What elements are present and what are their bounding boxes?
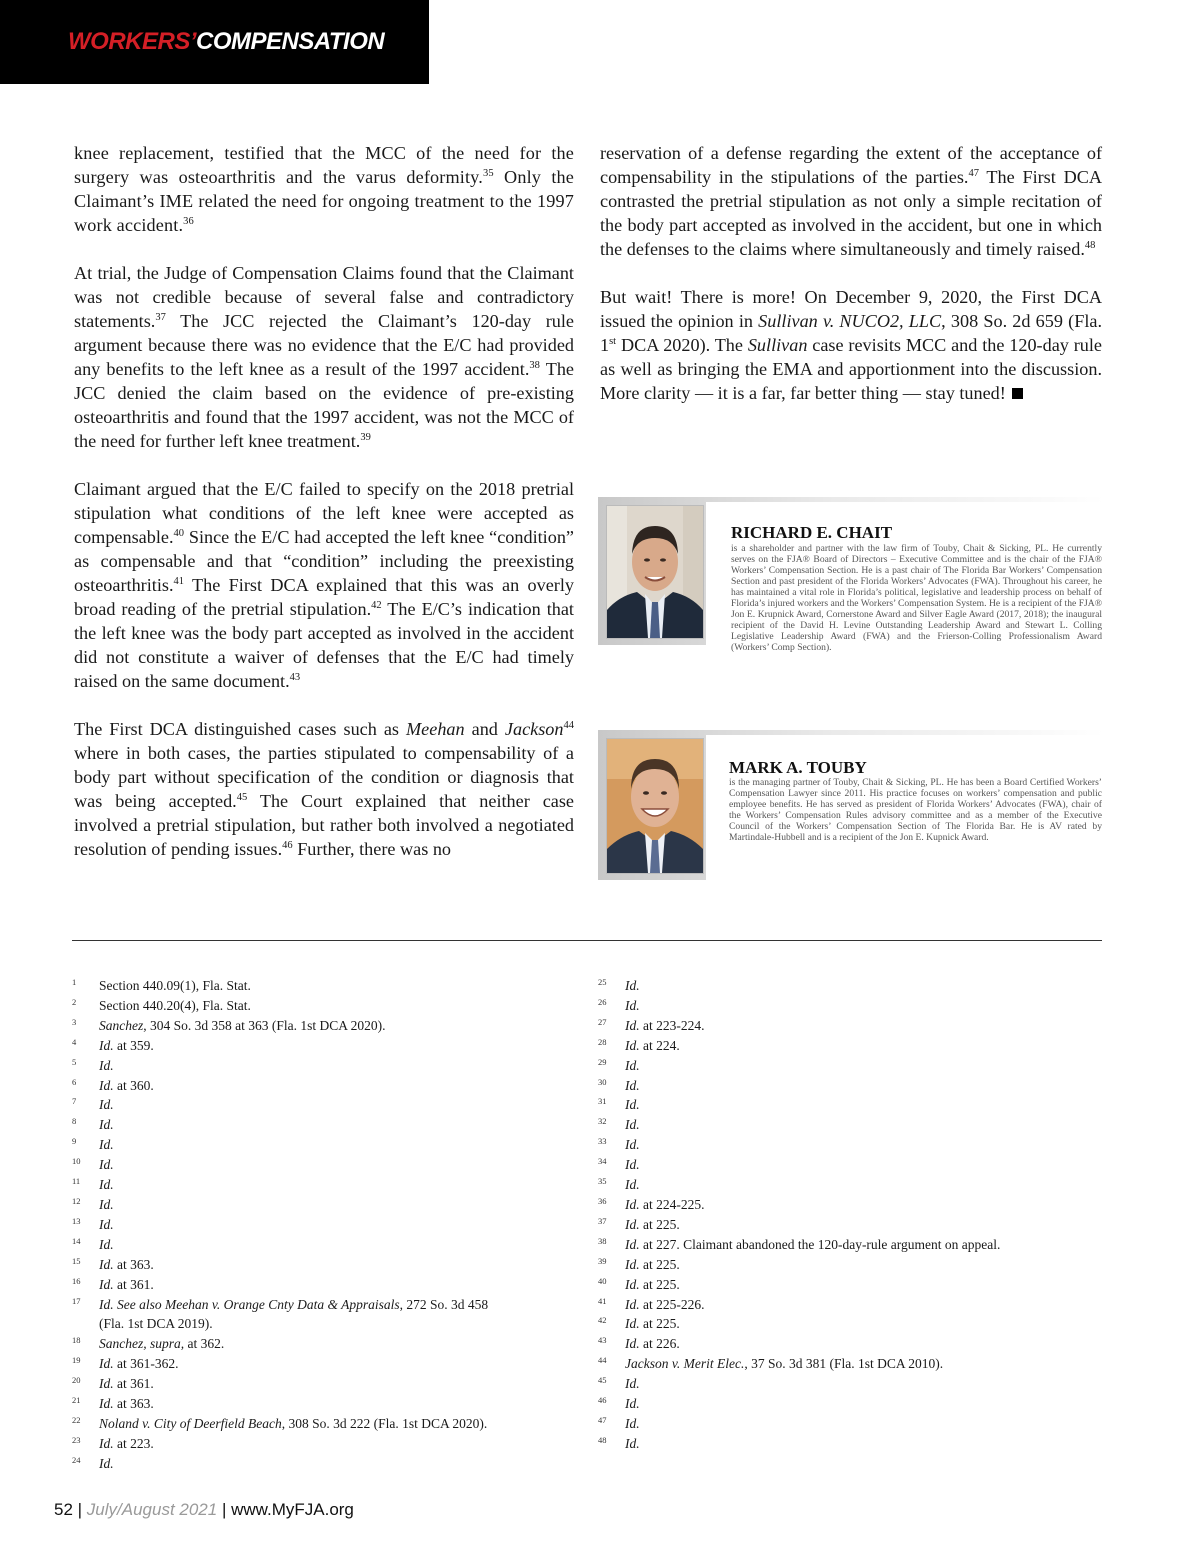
- footnote-number: 39: [598, 1255, 607, 1266]
- article-column-right: [600, 141, 1102, 429]
- section-title-white: COMPENSATION: [196, 28, 385, 55]
- footnote-text: Id. at 361-362.: [99, 1356, 179, 1372]
- footnote-text: Id. at 224.: [625, 1037, 680, 1053]
- footnote-number: 15: [72, 1255, 81, 1266]
- footnote-number: 47: [598, 1414, 607, 1425]
- footnote-text: Id. at 227. Claimant abandoned the 120-day-rule argument on appeal.: [625, 1236, 1001, 1252]
- footnote-text: Id. at 225.: [625, 1216, 680, 1232]
- footnote-number: 38: [598, 1235, 607, 1246]
- footnote-text: Id.: [99, 1057, 114, 1073]
- footnote-number: 2: [72, 996, 77, 1007]
- footnote-number: 31: [598, 1096, 607, 1107]
- footnote-text: Id.: [99, 1097, 114, 1113]
- footnote-number: 44: [598, 1355, 607, 1366]
- author-name: MARK A. TOUBY: [729, 758, 867, 777]
- footnote-text: Id.: [99, 1236, 114, 1252]
- footnote-text: Id.: [99, 1117, 114, 1133]
- page-footer: 52 | July/August 2021 | www.MyFJA.org: [54, 1500, 354, 1519]
- footnote: [598, 1295, 1098, 1315]
- footnote-text: Id.: [625, 1415, 640, 1431]
- footnote: [72, 1175, 572, 1195]
- website-link[interactable]: www.MyFJA.org: [231, 1500, 354, 1519]
- footnote: [598, 1135, 1098, 1155]
- footnote: [598, 1175, 1098, 1195]
- footnote-text: Id.: [625, 1396, 640, 1412]
- footnote-number: 30: [598, 1076, 607, 1087]
- author-photo: [606, 738, 704, 874]
- footnote-text: Id.: [625, 997, 640, 1013]
- footnote: [72, 1235, 572, 1255]
- footnote-divider: [72, 940, 1102, 941]
- footnote: [598, 1255, 1098, 1275]
- footnote: [72, 1414, 572, 1434]
- footnote-number: 33: [598, 1136, 607, 1147]
- footnote-text: Id.: [625, 1077, 640, 1093]
- section-title: [68, 28, 384, 56]
- footnote-text: Id. at 361.: [99, 1376, 154, 1392]
- footnote: [598, 1374, 1098, 1394]
- footnote-number: 14: [72, 1235, 81, 1246]
- page-number: 52: [54, 1500, 73, 1519]
- footnote: [598, 1334, 1098, 1354]
- header-bar: [0, 0, 429, 84]
- footnote-number: 46: [598, 1395, 607, 1406]
- paragraph: But wait! There is more! On December 9, 2020, the First DCA issued the opinion in Sullivan v. NUCO2, LLC, 308 So. 2d 659 (Fla. 1st DCA 2020). The Sullivan case revisits MCC and the 120-day rule as well as bringing the EMA and apportionment into the discussion. More clarity — it is a far, far better thing — stay tuned!: [600, 287, 1102, 403]
- footnote-number: 45: [598, 1375, 607, 1386]
- footnote: [72, 1255, 572, 1275]
- footnote-text: Id. at 225-226.: [625, 1296, 705, 1312]
- footnote: [598, 1195, 1098, 1215]
- article-column-left: [74, 141, 574, 885]
- portrait-image: [607, 506, 703, 638]
- footnote: [72, 1056, 572, 1076]
- footnote-text: Noland v. City of Deerfield Beach, 308 So. 3d 222 (Fla. 1st DCA 2020).: [99, 1415, 488, 1431]
- footnote: [72, 1314, 572, 1334]
- footnote-text: Id.: [625, 1157, 640, 1173]
- footnote: [72, 1275, 572, 1295]
- footnote-number: 8: [72, 1116, 77, 1127]
- footnote-number: 4: [72, 1036, 77, 1047]
- author-photo: [606, 505, 704, 639]
- footnote: [72, 1295, 572, 1315]
- footnote: [72, 1095, 572, 1115]
- footnote: [598, 1354, 1098, 1374]
- footnote-text: Id. at 224-225.: [625, 1196, 705, 1212]
- footnote-text: Id.: [625, 1097, 640, 1113]
- footnote: [598, 1434, 1098, 1454]
- footnote-number: 21: [72, 1395, 81, 1406]
- author-bio-touby: [598, 730, 1104, 880]
- footnote: [598, 1394, 1098, 1414]
- footnote: [72, 1195, 572, 1215]
- footnote: [72, 1394, 572, 1414]
- footnote-number: 13: [72, 1215, 81, 1226]
- footnote-text: Id. at 361.: [99, 1276, 154, 1292]
- footnote-text: (Fla. 1st DCA 2019).: [99, 1316, 213, 1332]
- footnote: [72, 1135, 572, 1155]
- footnote: [598, 1036, 1098, 1056]
- footnote: [72, 1434, 572, 1454]
- footnotes-right: [598, 976, 1098, 1454]
- footnote-number: 48: [598, 1434, 607, 1445]
- footnote: [72, 1076, 572, 1096]
- footnote-number: 6: [72, 1076, 77, 1087]
- footnote: [598, 1215, 1098, 1235]
- footnote-number: 1: [72, 977, 77, 987]
- footnote: [72, 1334, 572, 1354]
- footnote: [72, 1215, 572, 1235]
- footnote-text: Section 440.09(1), Fla. Stat.: [99, 978, 251, 993]
- footnote: [72, 1354, 572, 1374]
- footnote-text: Id.: [625, 1435, 640, 1451]
- footnote: [72, 1454, 572, 1474]
- end-of-article-icon: [1012, 388, 1023, 399]
- footnote-text: Id.: [625, 1376, 640, 1392]
- footnote-number: 37: [598, 1215, 607, 1226]
- footnote-number: 22: [72, 1414, 81, 1425]
- footnote-text: Id.: [99, 1137, 114, 1153]
- footnote-number: 20: [72, 1375, 81, 1386]
- footnote-number: 27: [598, 1016, 607, 1027]
- footnote: [72, 1016, 572, 1036]
- footnote-text: Id.: [625, 1137, 640, 1153]
- footnote-number: 10: [72, 1156, 81, 1167]
- paragraph: knee replacement, testified that the MCC of the need for the surgery was osteoarthritis and the varus deformity.$^{35}$ Only the Claimant’s IME related the need for ongoing treatment to the 1997 work accident.$^{36}$: [74, 143, 574, 235]
- footnote-number: 41: [598, 1295, 607, 1306]
- footnote: [598, 1155, 1098, 1175]
- footnote: [598, 1076, 1098, 1096]
- issue-date: July/August 2021: [86, 1500, 218, 1519]
- footnote-number: 40: [598, 1275, 607, 1286]
- paragraph: The First DCA distinguished cases such as Meehan and Jackson$^{44}$ where in both cases, the parties stipulated to compensability of a body part without specification of the condition or diagnosis that was being accepted.$^{45}$ The Court explained that neither case involved a pretrial stipulation, but rather both involved a negotiated resolution of pending issues.$^{46}$ Further, there was no: [74, 719, 575, 859]
- footnote-number: 26: [598, 996, 607, 1007]
- footnote-number: 11: [72, 1176, 81, 1187]
- footnote-text: Id. at 359.: [99, 1037, 154, 1053]
- footnote-number: 28: [598, 1036, 607, 1047]
- footnote-number: 12: [72, 1195, 81, 1206]
- footnote-text: Id.: [625, 1117, 640, 1133]
- footnote-number: 42: [598, 1315, 607, 1326]
- author-bio-text: is a shareholder and partner with the law firm of Touby, Chait & Sicking, PL. He currently serves on the FJA® Board of Directors – Executive Committee and is the chair of the FJA® Workers’ Compensation Section. He is a past chair of The Florida Bar Workers’ Compensation Section and past president of the Florida Workers’ Advocates (FWA). Throughout his career, he has maintained a vital role in Florida’s political, legislative and leadership process on behalf of Florida’s injured workers and the Workers’ Compensation System. He is a recipient of the FJA® Jon E. Krupnick Award, Cornerstone Award and Silver Eagle Award (2017, 2018); the inaugural recipient of the David H. Levine Outstanding Leadership Award and Stewart L. Colling Legislative Leadership Award (FWA) and the Frierson-Colling Professionalism Award (Workers’ Comp Section).: [731, 543, 1102, 653]
- footnote-text: Id. at 226.: [625, 1336, 680, 1352]
- footnote-text: Id. at 363.: [99, 1256, 154, 1272]
- footnote-number: 7: [72, 1096, 77, 1107]
- footnote-number: 17: [72, 1295, 81, 1306]
- footnote: [598, 1056, 1098, 1076]
- footnote: [598, 1275, 1098, 1295]
- footnote: [598, 996, 1098, 1016]
- footnote-number: 29: [598, 1056, 607, 1067]
- footnote: [72, 1036, 572, 1056]
- footnote-text: Id.: [99, 1196, 114, 1212]
- footnote-text: Id.: [99, 1157, 114, 1173]
- footnote-text: Id. at 363.: [99, 1396, 154, 1412]
- footnote-number: 35: [598, 1176, 607, 1187]
- footnote: [598, 1016, 1098, 1036]
- footnote-text: Sanchez, 304 So. 3d 358 at 363 (Fla. 1st DCA 2020).: [99, 1017, 386, 1033]
- footnote-text: Id.: [99, 1177, 114, 1193]
- author-name: RICHARD E. CHAIT: [731, 523, 893, 542]
- footnote-text: Id.: [99, 1455, 114, 1471]
- footnote-text: Id.: [625, 978, 640, 993]
- footnote: [72, 1155, 572, 1175]
- footnote-text: Jackson v. Merit Elec., 37 So. 3d 381 (Fla. 1st DCA 2010).: [625, 1356, 944, 1372]
- footnote-number: 5: [72, 1056, 77, 1067]
- footnote-text: Id. at 223.: [99, 1435, 154, 1451]
- footnote-text: Id. at 360.: [99, 1077, 154, 1093]
- footnote-text: Id. at 225.: [625, 1276, 680, 1292]
- footnote-number: 19: [72, 1355, 81, 1366]
- author-bio-chait: [598, 497, 1104, 653]
- portrait-image: [607, 739, 703, 873]
- footnote: [598, 976, 1098, 996]
- footnote: [598, 1314, 1098, 1334]
- footnote: [598, 1095, 1098, 1115]
- footnote-number: 9: [72, 1136, 77, 1147]
- footnote-text: Id.: [625, 1057, 640, 1073]
- paragraph: Claimant argued that the E/C failed to specify on the 2018 pretrial stipulation what conditions of the left knee were accepted as compensable.$^{40}$ Since the E/C had accepted the left knee “condition” as compensable and that “condition” including the preexisting osteoarthritis.$^{41}$ The First DCA explained that this was an overly broad reading of the pretrial stipulation.$^{42}$ The E/C’s indication that the left knee was the body part accepted as involved in the accident did not constitute a waiver of defenses that the E/C had timely raised on the same document.$^{43}$: [74, 479, 574, 691]
- footnote: [598, 1414, 1098, 1434]
- footnote-number: 32: [598, 1116, 607, 1127]
- footnote-number: 16: [72, 1275, 81, 1286]
- paragraph: reservation of a defense regarding the extent of the acceptance of compensability in the stipulations of the parties.$^{47}$ The First DCA contrasted the pretrial stipulation as not only a simple recitation of the body part accepted as involved in the accident, but one in which the defenses to the claims where simultaneously and timely raised.$^{48}$: [600, 143, 1102, 259]
- footnote-text: Sanchez, supra, at 362.: [99, 1336, 225, 1352]
- footnote-text: Id. at 223-224.: [625, 1017, 705, 1033]
- footnote-number: 18: [72, 1335, 81, 1346]
- footnote-text: Id.: [625, 1177, 640, 1193]
- footnote: [72, 976, 572, 996]
- paragraph: At trial, the Judge of Compensation Claims found that the Claimant was not credible because of several false and contradictory statements.$^{37}$ The JCC rejected the Claimant’s 120-day rule argument because there was no evidence that the E/C had provided any benefits to the left knee as a result of the 1997 accident.$^{38}$ The JCC denied the claim based on the evidence of pre-existing osteoarthritis and found that the 1997 accident, was not the MCC of the need for further left knee treatment.$^{39}$: [74, 263, 574, 451]
- footnote-text: Section 440.20(4), Fla. Stat.: [99, 997, 251, 1013]
- footnote-number: 24: [72, 1454, 81, 1465]
- footnote-text: Id. at 225.: [625, 1256, 680, 1272]
- author-bio-text: is the managing partner of Touby, Chait & Sicking, PL. He has been a Board Certified Workers’ Compensation Lawyer since 2011. His practice focuses on workers’ compensation and public employee benefits. He has served as president of Florida Workers’ Advocates (FWA), chair of the Workers’ Compensation Rules advisory committee and as a member of the Executive Council of the Workers’ Compensation Section of The Florida Bar. He is AV rated by Martindale-Hubbell and is a recipient of the Jon E. Kupnick Award.: [729, 777, 1102, 843]
- footnote-text: Id. See also Meehan v. Orange Cnty Data & Appraisals, 272 So. 3d 458: [99, 1296, 489, 1312]
- footnote: [598, 1235, 1098, 1255]
- footnote-number: 34: [598, 1156, 607, 1167]
- footnote-number: 23: [72, 1434, 81, 1445]
- footnote-text: Id. at 225.: [625, 1316, 680, 1332]
- footnotes-left: [72, 976, 572, 1474]
- footnote: [72, 1115, 572, 1135]
- footnote: [72, 996, 572, 1016]
- footnote-number: 36: [598, 1195, 607, 1206]
- footnote-number: 3: [72, 1016, 77, 1027]
- footnote-text: Id.: [99, 1216, 114, 1232]
- footnote-number: 25: [598, 977, 607, 987]
- footnote: [72, 1374, 572, 1394]
- section-title-red: WORKERS’: [68, 28, 196, 55]
- footnote: [598, 1115, 1098, 1135]
- footnote-number: 43: [598, 1335, 607, 1346]
